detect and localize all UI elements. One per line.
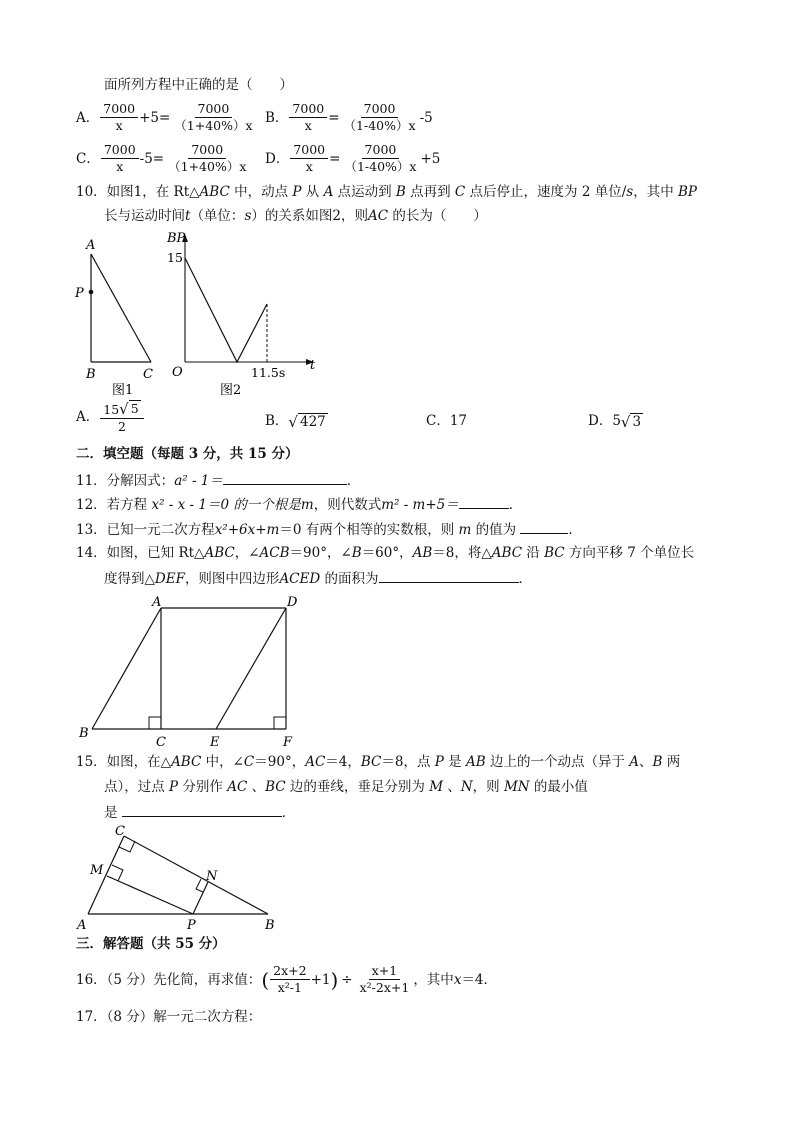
q15-line3: 是 ．	[104, 802, 295, 822]
q10-option-a[interactable]	[76, 400, 145, 434]
operator: +5=	[139, 109, 171, 126]
label-b: B	[86, 367, 96, 382]
operator: -5	[419, 109, 433, 126]
option-letter: D．	[588, 413, 613, 429]
label-c: C	[143, 367, 153, 382]
q10-option-c[interactable]	[426, 406, 467, 436]
q9-option-a[interactable]	[76, 102, 257, 133]
point-p	[89, 290, 94, 295]
label-e: E	[210, 735, 220, 750]
option-letter: A．	[76, 109, 100, 126]
q10-option-b[interactable]	[265, 406, 328, 436]
q12: 12．若方程 x² - x - 1＝0 的一个根是m，则代数式m² - m+5＝ ．	[76, 494, 522, 514]
q9-option-d[interactable]	[265, 143, 440, 174]
label-n: N	[206, 869, 218, 884]
option-letter: A．	[76, 409, 100, 425]
option-letter: B．	[265, 109, 289, 126]
option-letter: C．	[76, 150, 100, 167]
option-letter: D．	[265, 150, 290, 167]
q9-stem-tail: 面所列方程中正确的是（ ）	[104, 77, 293, 93]
denominator: x	[116, 159, 124, 174]
denominator: （1-40%）x	[344, 159, 417, 174]
numerator: 7000	[289, 102, 327, 118]
fraction	[290, 143, 328, 174]
label-a: A	[77, 918, 87, 933]
numerator: 2x+2	[270, 964, 309, 980]
q9-option-c[interactable]	[76, 143, 250, 174]
label-d: D	[287, 595, 298, 610]
q14-figure	[76, 592, 308, 752]
numerator: 7000	[362, 143, 400, 159]
option-letter: B．	[265, 413, 289, 429]
operator: +5	[420, 150, 441, 167]
answer-blank[interactable]	[459, 494, 509, 509]
q10-fig1-triangle	[74, 238, 153, 398]
q9-option-b[interactable]	[265, 102, 433, 133]
label-c: C	[156, 735, 166, 750]
numerator: 7000	[361, 102, 399, 118]
fraction	[341, 102, 419, 133]
fraction	[357, 964, 413, 995]
numerator: 7000	[188, 143, 226, 159]
fraction	[165, 143, 249, 174]
fraction	[341, 143, 419, 174]
label-a: A	[152, 595, 162, 610]
fig2-caption: 图2	[220, 383, 242, 398]
operator: -5=	[139, 150, 165, 167]
q15-line1: 15．如图，在△ABC 中，∠C＝90°，AC＝4，BC＝8，点 P 是 AB 边上的一个动点（异于 A、B 两	[76, 754, 681, 770]
bp-graph-line	[185, 258, 267, 362]
numerator: 7000	[100, 102, 138, 118]
denominator: （1+40%）x	[174, 118, 253, 133]
operator: =	[329, 150, 341, 167]
denominator: （1-40%）x	[343, 118, 416, 133]
fraction	[289, 102, 327, 133]
answer-blank[interactable]	[520, 519, 568, 534]
fraction	[270, 964, 309, 995]
y-tick-15: 15	[167, 250, 183, 265]
answer-blank[interactable]	[223, 470, 347, 485]
answer-blank[interactable]	[122, 802, 282, 817]
q10-option-d[interactable]	[588, 406, 643, 436]
label-f: F	[283, 735, 293, 750]
q10-figures	[70, 228, 330, 400]
sqrt-expression: √ 3	[620, 412, 642, 431]
label-p: P	[187, 918, 196, 933]
q10-stem-line2: 长与运动时间t（单位：s）的关系如图2，则AC 的长为（ ）	[104, 208, 487, 224]
numerator: x+1	[369, 964, 400, 980]
q14-line1: 14．如图，已知 Rt△ABC，∠ACB＝90°，∠B＝60°，AB＝8，将△ABC 沿 BC 方向平移 7 个单位长	[76, 545, 695, 561]
label-a: A	[86, 238, 96, 253]
section-3-title: 三．解答题（共 55 分）	[76, 936, 226, 952]
option-letter: C．	[426, 413, 450, 429]
numerator: 7000	[195, 102, 233, 118]
label-b: B	[79, 726, 89, 741]
label-m: M	[90, 863, 104, 878]
label-p: P	[75, 286, 84, 301]
q11: 11．分解因式：a² - 1＝ ．	[76, 470, 360, 490]
q17: 17．（8 分）解一元二次方程：	[76, 1009, 262, 1025]
q10-fig2-graph	[166, 231, 316, 398]
label-b: B	[265, 918, 275, 933]
denominator: x²-2x+1	[359, 980, 410, 995]
q15-line2: 点），过点 P 分别作 AC 、BC 边的垂线，垂足分别为 M 、N，则 MN 的最小值	[104, 779, 588, 795]
fraction	[100, 400, 143, 434]
q13: 13．已知一元二次方程x²+6x+m＝0 有两个相等的实数根，则 m 的值为 ．	[76, 519, 582, 539]
operator: =	[328, 109, 340, 126]
denominator: x	[304, 118, 312, 133]
section-2-title: 二．填空题（每题 3 分，共 15 分）	[76, 446, 299, 462]
origin-label: O	[172, 365, 183, 380]
denominator: x²-1	[277, 980, 302, 995]
denominator: x	[305, 159, 313, 174]
q10-stem-line1: 10．如图1，在 Rt△ABC 中，动点 P 从 A 点运动到 B 点再到 C 点后停止，速度为 2 单位/s，其中 BP	[76, 184, 698, 200]
fig1-caption: 图1	[112, 383, 134, 398]
x-axis-label: t	[310, 358, 316, 373]
fraction	[100, 102, 138, 133]
q15-figure	[74, 822, 284, 934]
x-tick-11-5s: 11.5s	[251, 365, 286, 380]
answer-blank[interactable]	[379, 568, 519, 583]
sqrt-expression: √ 427	[288, 412, 326, 431]
option-coef: 5	[612, 413, 621, 429]
denominator: 2	[117, 419, 126, 434]
fraction	[171, 102, 255, 133]
q16: 16．（5 分）先化简，再求值： ( $\frac{2x+2}{\text{x²-1}}$ +1 ) ÷ $\frac{x+1}{\text{x²-2x+1}}$ ，其中 x ＝4．	[76, 963, 498, 995]
fraction	[101, 143, 139, 174]
q14-line2: 度得到△DEF，则图中四边形ACED 的面积为 ．	[104, 568, 532, 588]
option-value: 17	[449, 413, 468, 429]
denominator: （1+40%）x	[168, 159, 247, 174]
numerator: 7000	[101, 143, 139, 159]
label-c: C	[115, 824, 125, 839]
numerator: 15 √ 5	[100, 400, 143, 419]
y-axis-label: BP	[167, 231, 186, 246]
denominator: x	[115, 118, 123, 133]
numerator: 7000	[290, 143, 328, 159]
